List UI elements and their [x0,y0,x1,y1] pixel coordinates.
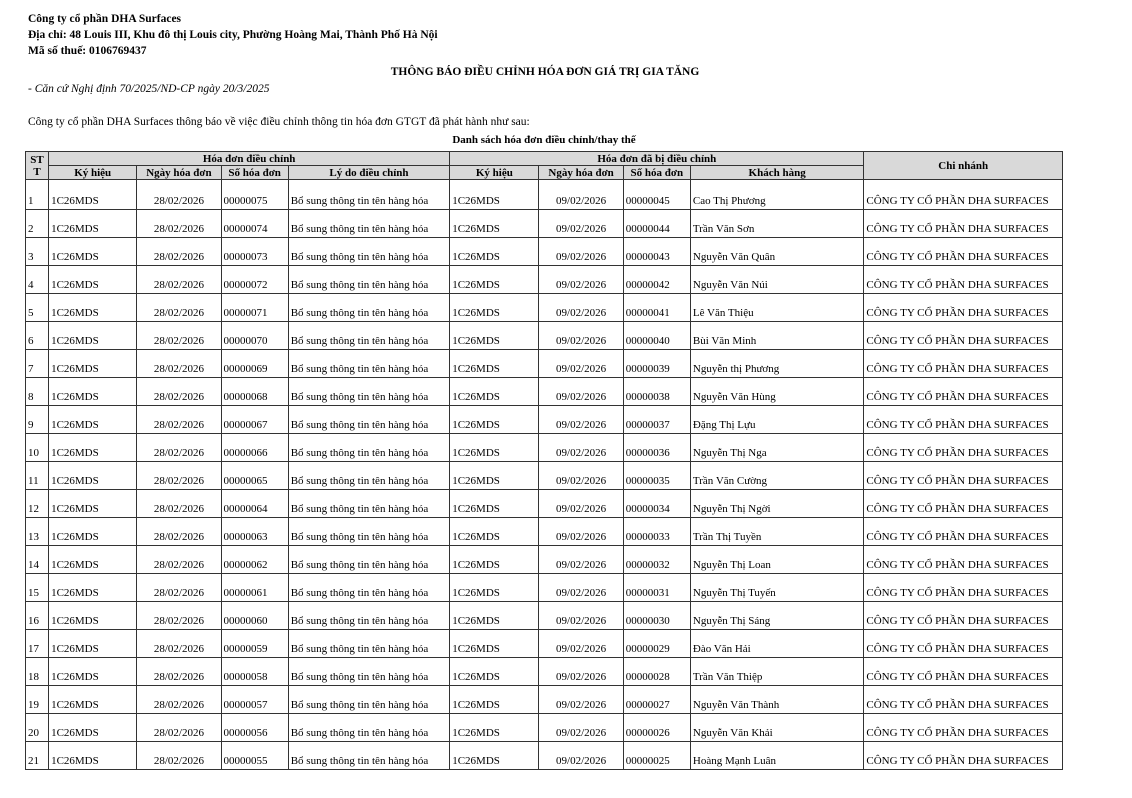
cell-number: 00000074 [221,210,288,238]
cell-number: 00000070 [221,322,288,350]
cell-symbol-adjusted: 1C26MDS [450,322,539,350]
cell-symbol: 1C26MDS [49,602,137,630]
cell-number-adjusted: 00000039 [623,350,690,378]
header-date-adjusted: Ngày hóa đơn [539,166,623,180]
cell-reason: Bổ sung thông tin tên hàng hóa [288,518,450,546]
cell-number-adjusted: 00000032 [623,546,690,574]
cell-number-adjusted: 00000025 [623,742,690,770]
cell-symbol: 1C26MDS [49,294,137,322]
cell-reason: Bổ sung thông tin tên hàng hóa [288,294,450,322]
cell-date-adjusted: 09/02/2026 [539,294,623,322]
table-row [26,546,1063,574]
cell-stt: 12 [26,490,49,518]
cell-symbol: 1C26MDS [49,714,137,742]
cell-branch: CÔNG TY CỔ PHẦN DHA SURFACES [864,658,1063,686]
table-row [26,180,1063,210]
cell-date: 28/02/2026 [137,742,221,770]
cell-reason: Bổ sung thông tin tên hàng hóa [288,434,450,462]
cell-number: 00000059 [221,630,288,658]
cell-date: 28/02/2026 [137,350,221,378]
cell-number-adjusted: 00000038 [623,378,690,406]
document-title: THÔNG BÁO ĐIỀU CHỈNH HÓA ĐƠN GIÁ TRỊ GIA TĂNG [390,66,700,78]
cell-date: 28/02/2026 [137,602,221,630]
cell-date-adjusted: 09/02/2026 [539,180,623,210]
table-row [26,210,1063,238]
cell-customer: Nguyễn thị Phương [690,350,864,378]
cell-symbol: 1C26MDS [49,322,137,350]
cell-symbol-adjusted: 1C26MDS [450,686,539,714]
cell-branch: CÔNG TY CỔ PHẦN DHA SURFACES [864,602,1063,630]
cell-number-adjusted: 00000033 [623,518,690,546]
cell-customer: Lê Văn Thiệu [690,294,864,322]
cell-symbol: 1C26MDS [49,210,137,238]
cell-symbol: 1C26MDS [49,742,137,770]
cell-symbol: 1C26MDS [49,518,137,546]
cell-number: 00000056 [221,714,288,742]
cell-symbol: 1C26MDS [49,658,137,686]
cell-reason: Bổ sung thông tin tên hàng hóa [288,462,450,490]
cell-symbol: 1C26MDS [49,378,137,406]
cell-date-adjusted: 09/02/2026 [539,406,623,434]
table-row [26,238,1063,266]
cell-reason: Bổ sung thông tin tên hàng hóa [288,630,450,658]
cell-branch: CÔNG TY CỔ PHẦN DHA SURFACES [864,266,1063,294]
cell-branch: CÔNG TY CỔ PHẦN DHA SURFACES [864,518,1063,546]
cell-number: 00000064 [221,490,288,518]
cell-reason: Bổ sung thông tin tên hàng hóa [288,686,450,714]
cell-date: 28/02/2026 [137,462,221,490]
cell-symbol-adjusted: 1C26MDS [450,434,539,462]
cell-symbol: 1C26MDS [49,574,137,602]
cell-number: 00000072 [221,266,288,294]
cell-reason: Bổ sung thông tin tên hàng hóa [288,266,450,294]
cell-symbol: 1C26MDS [49,686,137,714]
cell-customer: Nguyễn Văn Quân [690,238,864,266]
table-row [26,378,1063,406]
cell-number-adjusted: 00000035 [623,462,690,490]
cell-symbol-adjusted: 1C26MDS [450,658,539,686]
cell-stt: 8 [26,378,49,406]
cell-stt: 13 [26,518,49,546]
company-name: Công ty cổ phần DHA Surfaces [28,13,182,25]
table-row [26,434,1063,462]
cell-symbol: 1C26MDS [49,630,137,658]
intro-text: Công ty cổ phần DHA Surfaces thông báo về việc điều chỉnh thông tin hóa đơn GTGT đã phát hành như sau: [28,116,530,128]
cell-date-adjusted: 09/02/2026 [539,210,623,238]
header-symbol: Ký hiệu [49,166,137,180]
cell-date-adjusted: 09/02/2026 [539,602,623,630]
cell-number: 00000068 [221,378,288,406]
cell-symbol-adjusted: 1C26MDS [450,714,539,742]
cell-customer: Nguyễn Văn Núi [690,266,864,294]
table-row [26,490,1063,518]
cell-date: 28/02/2026 [137,630,221,658]
table-row [26,518,1063,546]
cell-date-adjusted: 09/02/2026 [539,462,623,490]
cell-stt: 5 [26,294,49,322]
table-row [26,658,1063,686]
cell-number: 00000061 [221,574,288,602]
cell-date-adjusted: 09/02/2026 [539,686,623,714]
cell-reason: Bổ sung thông tin tên hàng hóa [288,602,450,630]
cell-symbol: 1C26MDS [49,266,137,294]
cell-stt: 14 [26,546,49,574]
table-row [26,294,1063,322]
cell-symbol-adjusted: 1C26MDS [450,602,539,630]
table-row [26,350,1063,378]
cell-date: 28/02/2026 [137,210,221,238]
table-row [26,406,1063,434]
cell-date: 28/02/2026 [137,266,221,294]
cell-branch: CÔNG TY CỔ PHẦN DHA SURFACES [864,574,1063,602]
cell-customer: Đào Văn Hải [690,630,864,658]
cell-number: 00000073 [221,238,288,266]
header-customer: Khách hàng [690,166,864,180]
cell-customer: Nguyễn Thị Nga [690,434,864,462]
cell-symbol-adjusted: 1C26MDS [450,546,539,574]
cell-number: 00000066 [221,434,288,462]
cell-number-adjusted: 00000030 [623,602,690,630]
cell-symbol: 1C26MDS [49,434,137,462]
tax-code: Mã số thuế: 0106769437 [28,45,147,57]
cell-symbol-adjusted: 1C26MDS [450,490,539,518]
table-row [26,630,1063,658]
cell-date-adjusted: 09/02/2026 [539,546,623,574]
cell-number-adjusted: 00000028 [623,658,690,686]
cell-date-adjusted: 09/02/2026 [539,714,623,742]
cell-branch: CÔNG TY CỔ PHẦN DHA SURFACES [864,294,1063,322]
cell-branch: CÔNG TY CỔ PHẦN DHA SURFACES [864,686,1063,714]
table-row [26,602,1063,630]
cell-branch: CÔNG TY CỔ PHẦN DHA SURFACES [864,322,1063,350]
cell-number-adjusted: 00000040 [623,322,690,350]
cell-number: 00000067 [221,406,288,434]
header-group-adjusting: Hóa đơn điều chỉnh [49,152,450,166]
table-row [26,742,1063,770]
cell-number-adjusted: 00000031 [623,574,690,602]
cell-date-adjusted: 09/02/2026 [539,266,623,294]
header-symbol-adjusted: Ký hiệu [450,166,539,180]
cell-symbol: 1C26MDS [49,238,137,266]
cell-stt: 17 [26,630,49,658]
cell-date: 28/02/2026 [137,378,221,406]
cell-stt: 7 [26,350,49,378]
table-row [26,574,1063,602]
cell-customer: Nguyễn Thị Sáng [690,602,864,630]
cell-number: 00000071 [221,294,288,322]
cell-symbol: 1C26MDS [49,462,137,490]
cell-date-adjusted: 09/02/2026 [539,742,623,770]
cell-number-adjusted: 00000041 [623,294,690,322]
cell-branch: CÔNG TY CỔ PHẦN DHA SURFACES [864,238,1063,266]
cell-reason: Bổ sung thông tin tên hàng hóa [288,742,450,770]
cell-reason: Bổ sung thông tin tên hàng hóa [288,490,450,518]
cell-branch: CÔNG TY CỔ PHẦN DHA SURFACES [864,490,1063,518]
cell-customer: Nguyễn Văn Thành [690,686,864,714]
header-number-adjusted: Số hóa đơn [623,166,690,180]
cell-symbol-adjusted: 1C26MDS [450,238,539,266]
cell-date: 28/02/2026 [137,180,221,210]
cell-date: 28/02/2026 [137,434,221,462]
cell-number-adjusted: 00000042 [623,266,690,294]
header-stt: ST T [26,152,49,180]
cell-stt: 18 [26,658,49,686]
cell-stt: 20 [26,714,49,742]
cell-stt: 1 [26,180,49,210]
cell-symbol-adjusted: 1C26MDS [450,294,539,322]
table-row [26,322,1063,350]
cell-branch: CÔNG TY CỔ PHẦN DHA SURFACES [864,546,1063,574]
cell-symbol: 1C26MDS [49,406,137,434]
cell-number: 00000063 [221,518,288,546]
cell-customer: Nguyễn Thị Ngời [690,490,864,518]
cell-number: 00000055 [221,742,288,770]
cell-number-adjusted: 00000037 [623,406,690,434]
cell-date-adjusted: 09/02/2026 [539,434,623,462]
cell-reason: Bổ sung thông tin tên hàng hóa [288,574,450,602]
cell-customer: Đặng Thị Lựu [690,406,864,434]
cell-branch: CÔNG TY CỔ PHẦN DHA SURFACES [864,378,1063,406]
cell-date-adjusted: 09/02/2026 [539,322,623,350]
legal-basis: - Căn cứ Nghị định 70/2025/ND-CP ngày 20/3/2025 [28,83,270,95]
cell-date-adjusted: 09/02/2026 [539,378,623,406]
cell-branch: CÔNG TY CỔ PHẦN DHA SURFACES [864,714,1063,742]
list-title: Danh sách hóa đơn điều chỉnh/thay thế [452,134,636,146]
cell-number: 00000058 [221,658,288,686]
cell-stt: 4 [26,266,49,294]
cell-stt: 19 [26,686,49,714]
cell-number: 00000075 [221,180,288,210]
cell-branch: CÔNG TY CỔ PHẦN DHA SURFACES [864,180,1063,210]
cell-number-adjusted: 00000043 [623,238,690,266]
cell-stt: 11 [26,462,49,490]
cell-branch: CÔNG TY CỔ PHẦN DHA SURFACES [864,210,1063,238]
cell-symbol-adjusted: 1C26MDS [450,350,539,378]
cell-branch: CÔNG TY CỔ PHẦN DHA SURFACES [864,630,1063,658]
cell-branch: CÔNG TY CỔ PHẦN DHA SURFACES [864,462,1063,490]
cell-stt: 16 [26,602,49,630]
cell-customer: Nguyễn Thị Loan [690,546,864,574]
cell-number-adjusted: 00000045 [623,180,690,210]
invoice-table [25,151,1063,770]
cell-reason: Bổ sung thông tin tên hàng hóa [288,714,450,742]
cell-date: 28/02/2026 [137,406,221,434]
cell-date-adjusted: 09/02/2026 [539,518,623,546]
cell-reason: Bổ sung thông tin tên hàng hóa [288,406,450,434]
cell-customer: Nguyễn Thị Tuyến [690,574,864,602]
table-row [26,714,1063,742]
cell-reason: Bổ sung thông tin tên hàng hóa [288,180,450,210]
header-reason: Lý do điều chỉnh [288,166,450,180]
cell-reason: Bổ sung thông tin tên hàng hóa [288,546,450,574]
cell-reason: Bổ sung thông tin tên hàng hóa [288,658,450,686]
header-branch: Chi nhánh [864,152,1063,180]
cell-customer: Cao Thị Phương [690,180,864,210]
cell-number-adjusted: 00000044 [623,210,690,238]
cell-date: 28/02/2026 [137,518,221,546]
cell-symbol: 1C26MDS [49,180,137,210]
cell-stt: 9 [26,406,49,434]
cell-customer: Hoàng Mạnh Luân [690,742,864,770]
cell-date-adjusted: 09/02/2026 [539,238,623,266]
cell-reason: Bổ sung thông tin tên hàng hóa [288,210,450,238]
cell-number-adjusted: 00000027 [623,686,690,714]
cell-number: 00000062 [221,546,288,574]
cell-branch: CÔNG TY CỔ PHẦN DHA SURFACES [864,406,1063,434]
cell-date: 28/02/2026 [137,658,221,686]
cell-date-adjusted: 09/02/2026 [539,574,623,602]
cell-branch: CÔNG TY CỔ PHẦN DHA SURFACES [864,350,1063,378]
cell-stt: 21 [26,742,49,770]
cell-symbol: 1C26MDS [49,350,137,378]
cell-number-adjusted: 00000034 [623,490,690,518]
table-row [26,686,1063,714]
cell-stt: 2 [26,210,49,238]
cell-number-adjusted: 00000029 [623,630,690,658]
cell-symbol-adjusted: 1C26MDS [450,630,539,658]
cell-date-adjusted: 09/02/2026 [539,350,623,378]
cell-date: 28/02/2026 [137,322,221,350]
cell-symbol-adjusted: 1C26MDS [450,180,539,210]
cell-number: 00000065 [221,462,288,490]
cell-symbol-adjusted: 1C26MDS [450,574,539,602]
cell-customer: Trần Văn Cường [690,462,864,490]
cell-stt: 3 [26,238,49,266]
cell-date-adjusted: 09/02/2026 [539,658,623,686]
cell-date: 28/02/2026 [137,546,221,574]
cell-customer: Trần Văn Sơn [690,210,864,238]
cell-branch: CÔNG TY CỔ PHẦN DHA SURFACES [864,742,1063,770]
cell-symbol: 1C26MDS [49,490,137,518]
invoice-rows [26,180,1063,770]
cell-date: 28/02/2026 [137,294,221,322]
cell-reason: Bổ sung thông tin tên hàng hóa [288,350,450,378]
cell-date: 28/02/2026 [137,714,221,742]
cell-customer: Nguyễn Văn Hùng [690,378,864,406]
cell-date-adjusted: 09/02/2026 [539,630,623,658]
table-row [26,266,1063,294]
cell-symbol-adjusted: 1C26MDS [450,462,539,490]
cell-symbol-adjusted: 1C26MDS [450,742,539,770]
cell-reason: Bổ sung thông tin tên hàng hóa [288,322,450,350]
cell-number: 00000069 [221,350,288,378]
table-row [26,462,1063,490]
cell-date: 28/02/2026 [137,490,221,518]
cell-number-adjusted: 00000036 [623,434,690,462]
cell-symbol: 1C26MDS [49,546,137,574]
cell-symbol-adjusted: 1C26MDS [450,406,539,434]
cell-symbol-adjusted: 1C26MDS [450,378,539,406]
cell-date: 28/02/2026 [137,574,221,602]
cell-symbol-adjusted: 1C26MDS [450,210,539,238]
cell-branch: CÔNG TY CỔ PHẦN DHA SURFACES [864,434,1063,462]
header-number: Số hóa đơn [221,166,288,180]
cell-customer: Nguyễn Văn Khải [690,714,864,742]
cell-date-adjusted: 09/02/2026 [539,490,623,518]
cell-stt: 6 [26,322,49,350]
header-group-adjusted: Hóa đơn đã bị điều chỉnh [450,152,864,166]
cell-reason: Bổ sung thông tin tên hàng hóa [288,378,450,406]
company-address: Địa chỉ: 48 Louis III, Khu đô thị Louis city, Phường Hoàng Mai, Thành Phố Hà Nội [28,29,438,41]
cell-symbol-adjusted: 1C26MDS [450,518,539,546]
cell-customer: Trần Thị Tuyền [690,518,864,546]
cell-symbol-adjusted: 1C26MDS [450,266,539,294]
cell-customer: Bùi Văn Minh [690,322,864,350]
cell-number-adjusted: 00000026 [623,714,690,742]
cell-date: 28/02/2026 [137,686,221,714]
header-date: Ngày hóa đơn [137,166,221,180]
cell-reason: Bổ sung thông tin tên hàng hóa [288,238,450,266]
cell-stt: 10 [26,434,49,462]
cell-customer: Trần Văn Thiệp [690,658,864,686]
cell-date: 28/02/2026 [137,238,221,266]
cell-number: 00000060 [221,602,288,630]
cell-number: 00000057 [221,686,288,714]
cell-stt: 15 [26,574,49,602]
